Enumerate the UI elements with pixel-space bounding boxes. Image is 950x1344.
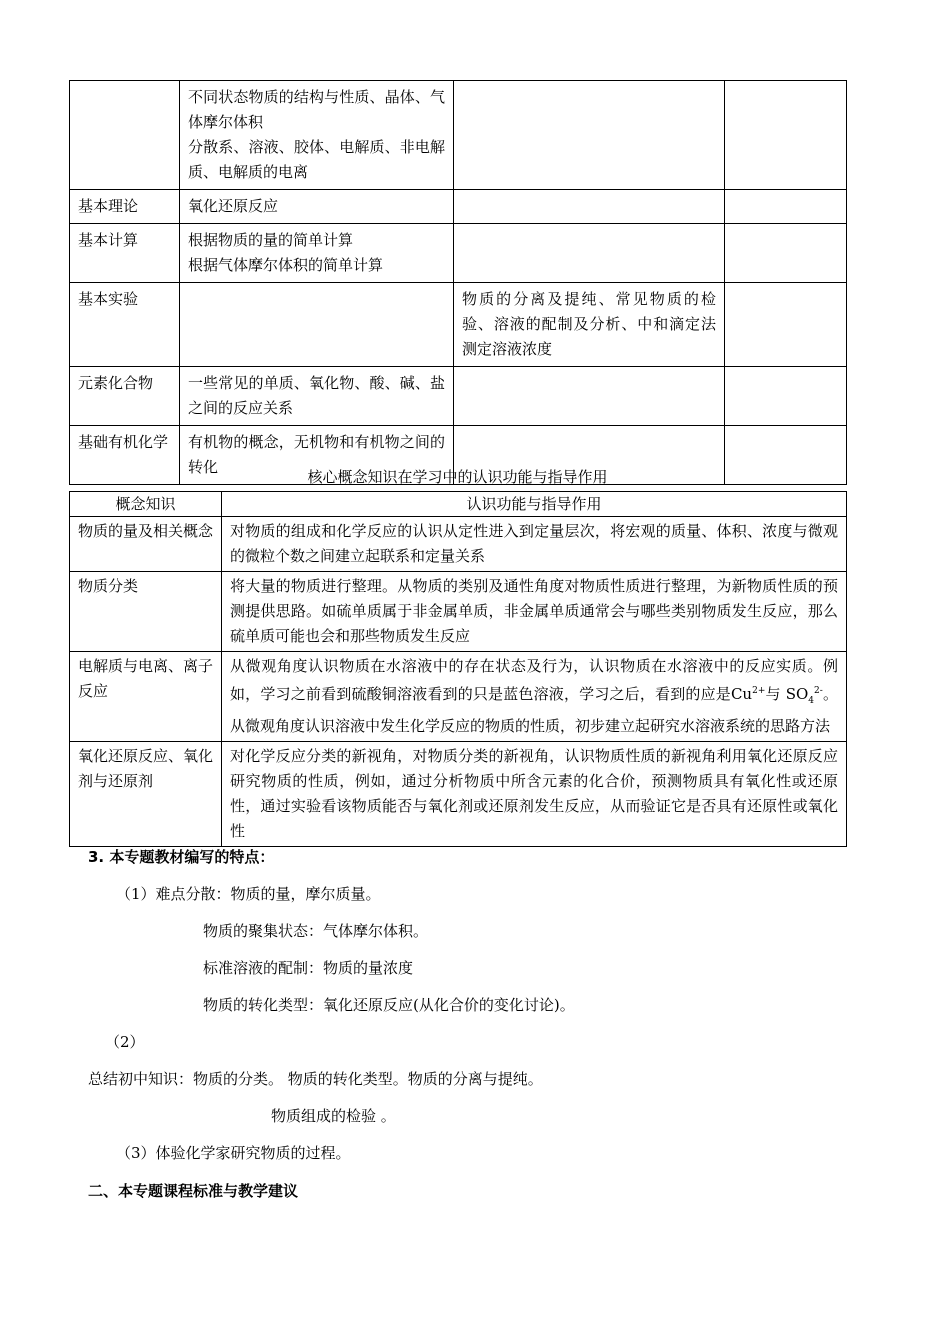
col4-cell [725,367,847,426]
paragraph: （3）体验化学家研究物质的过程。 [116,1144,351,1162]
cu-ion [731,685,765,703]
table-row [70,652,847,742]
concept-cell: 物质分类 [70,572,222,652]
paragraph: 物质的转化类型：氧化还原反应(从化合价的变化讨论)。 [203,996,575,1014]
topic-cell: 元素化合物 [70,367,180,426]
concept-cell: 物质的量及相关概念 [70,517,222,572]
role-text: 。从微观角度认识溶液中发生化学反应的物质的性质，初步建立起研究水溶液系统的思路方法 [230,685,838,735]
col4-cell [725,81,847,190]
topic-cell: 基本计算 [70,224,180,283]
topic-cell: 基本理论 [70,190,180,224]
role-cell: 对化学反应分类的新视角，对物质分类的新视角，认识物质性质的新视角利用氧化还原反应研究物质的性质，例如，通过分析物质中所含元素的化合价，预测物质具有氧化性或还原性，通过实验看该物质能否与氧化剂或还原剂发生反应，从而验证它是否具有还原性或氧化性 [222,742,847,847]
cu-symbol: Cu [730,685,753,703]
paragraph: 标准溶液的配制：物质的量浓度 [203,959,414,977]
section-heading: 二、本专题课程标准与教学建议 [88,1182,299,1200]
content-text: 不同状态物质的结构与性质、晶体、气体摩尔体积 分散系、溶液、胶体、电解质、非电解质、电解质的电离 [188,88,445,181]
column-header: 认识功能与指导作用 [222,492,847,517]
table-row [70,367,847,426]
table-row [70,572,847,652]
table-row [70,190,847,224]
col3-cell [454,81,725,190]
col3-cell [454,190,725,224]
role-text: 从微观角度认识物质在水溶液中的存在状态及行为，认识物质在水溶液中的反应实质。例如，学习之前看到硫酸铜溶液看到的只是蓝色溶液，学习之后，看到的应是 [230,657,838,703]
col3-cell [454,224,725,283]
col4-cell [725,190,847,224]
role-cell: 将大量的物质进行整理。从物质的类别及通性角度对物质性质进行整理，为新物质性质的预测提供思路。如硫单质属于非金属单质，非金属单质通常会与哪些类别物质发生反应，那么硫单质可能也会和那些物质发生反应 [222,572,847,652]
content-cell: 有机物的概念，无机物和有机物之间的转化 [180,426,454,485]
content-cell [180,283,454,367]
role-cell: 对物质的组成和化学反应的认识从定性进入到定量层次，将宏观的质量、体积、浓度与微观的微粒个数之间建立起联系和定量关系 [222,517,847,572]
table-row [70,283,847,367]
conjunction: 与 [765,685,781,703]
concept-cell: 电解质与电离、离子反应 [70,652,222,742]
paragraph: （1）难点分散：物质的量，摩尔质量。 [116,885,381,903]
topic-cell: 基本实验 [70,283,180,367]
table-row [70,742,847,847]
core-concepts-table [69,491,847,847]
sulfate-ion [781,685,823,706]
table-row [70,81,847,190]
so4-charge: 2- [814,686,823,696]
column-header: 概念知识 [70,492,222,517]
table-row [70,517,847,572]
content-cell [180,81,454,190]
so4-subscript: 4 [808,696,815,706]
table-caption: 核心概念知识在学习中的认识功能与指导作用 [307,468,608,486]
table-row [70,224,847,283]
so4-symbol: SO [785,685,809,703]
content-text: 根据物质的量的简单计算 根据气体摩尔体积的简单计算 [188,231,384,274]
paragraph: 总结初中知识：物质的分类。 物质的转化类型。物质的分离与提纯。 [88,1070,543,1088]
paragraph: （2） [105,1033,145,1051]
paragraph: 物质的聚集状态：气体摩尔体积。 [203,922,429,940]
section-heading: 3. 本专题教材编写的特点： [88,848,275,866]
col3-cell: 物质的分离及提纯、常见物质的检验、溶液的配制及分析、中和滴定法测定溶液浓度 [454,283,725,367]
table-header-row [70,492,847,517]
content-cell [180,224,454,283]
role-cell [222,652,847,742]
curriculum-table [69,80,847,485]
col4-cell [725,283,847,367]
topic-cell [70,81,180,190]
col4-cell [725,224,847,283]
col3-cell [454,367,725,426]
concept-cell: 氧化还原反应、氧化剂与还原剂 [70,742,222,847]
paragraph: 物质组成的检验 。 [271,1107,396,1125]
topic-cell: 基础有机化学 [70,426,180,485]
cu-charge: 2+ [752,686,766,696]
content-cell: 氧化还原反应 [180,190,454,224]
content-cell: 一些常见的单质、氧化物、酸、碱、盐之间的反应关系 [180,367,454,426]
